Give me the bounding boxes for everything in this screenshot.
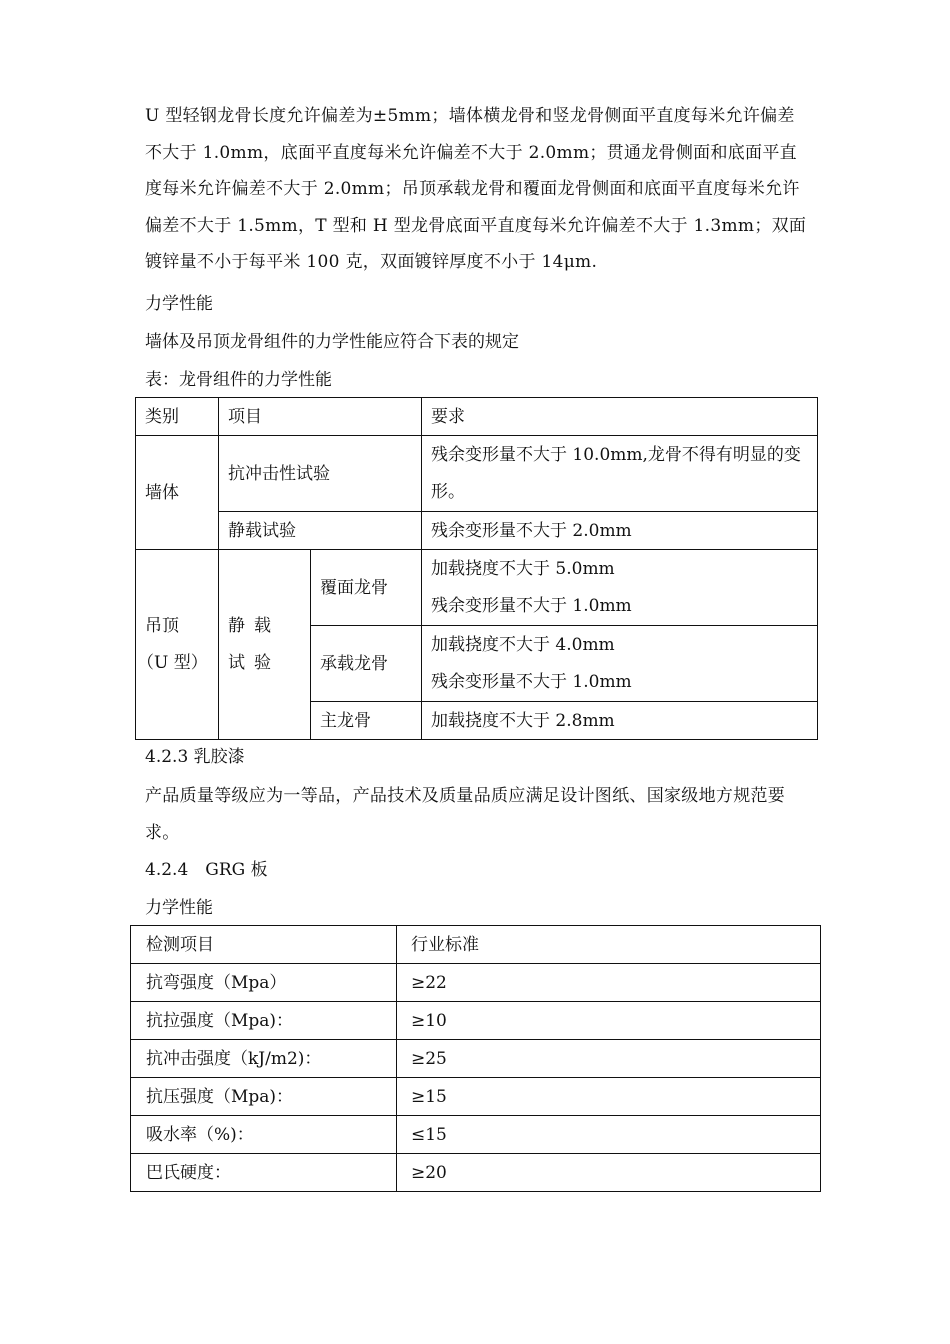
ceiling-sub-cell: 覆面龙骨 (311, 550, 422, 626)
heading-mechanical-properties: 力学性能 (145, 294, 213, 314)
section-heading-latex: 4.2.3 乳胶漆 (145, 747, 245, 767)
heading-mechanical-properties-grg: 力学性能 (145, 898, 213, 918)
table-row (131, 1002, 821, 1040)
latex-paragraph: 产品质量等级应为一等品，产品技术及质量品质应满足设计图纸、国家级地方规范要求。 (145, 786, 786, 843)
keel-intro-text: 墙体及吊顶龙骨组件的力学性能应符合下表的规定 (145, 332, 519, 352)
header-category: 类别 (136, 398, 219, 436)
requirement-line: 加载挠度不大于 5.0mm (431, 558, 615, 579)
requirement-line: 加载挠度不大于 4.0mm (431, 634, 615, 655)
standard-value-cell: ≥25 (397, 1040, 821, 1078)
test-item-cell: 巴氏硬度： (131, 1154, 397, 1192)
grg-mechanical-table (130, 925, 821, 1192)
header-requirement: 要求 (422, 398, 818, 436)
table-row (131, 1040, 821, 1078)
ceiling-item-cell: 静载试验 (219, 550, 311, 740)
header-item: 项目 (219, 398, 422, 436)
table-row (136, 550, 818, 626)
table-row (136, 436, 818, 512)
table-row (131, 1116, 821, 1154)
static-requirement-cell: 残余变形量不大于 2.0mm (422, 512, 818, 550)
static-test-cell: 静载试验 (219, 512, 422, 550)
intro-paragraph: U 型轻钢龙骨长度允许偏差为±5mm；墙体横龙骨和竖龙骨侧面平直度每米允许偏差不大于 1.0mm，底面平直度每米允许偏差不大于 2.0mm；贯通龙骨侧面和底面平直度每米允许偏差不大于 2.0mm；吊顶承载龙骨和覆面龙骨侧面和底面平直度每米允许偏差不大于 1.5mm，T 型和 H 型龙骨底面平直度每米允许偏差不大于 1.3mm；双面镀锌量不小于每平米 100 克，双面镀锌厚度不小于 14μm. (145, 106, 807, 272)
wall-category-cell: 墙体 (136, 436, 219, 550)
impact-requirement-cell: 残余变形量不大于 10.0mm,龙骨不得有明显的变形。 (422, 436, 818, 512)
requirement-line: 残余变形量不大于 1.0mm (431, 671, 632, 692)
standard-value-cell: ≥20 (397, 1154, 821, 1192)
section-heading-grg: 4.2.4 GRG 板 (145, 860, 268, 880)
standard-value-cell: ≥15 (397, 1078, 821, 1116)
standard-value-cell: ≥10 (397, 1002, 821, 1040)
ceiling-sub-cell: 主龙骨 (311, 702, 422, 740)
standard-value-cell: ≤15 (397, 1116, 821, 1154)
keel-mechanical-table (135, 397, 818, 740)
test-item-cell: 抗弯强度（Mpa） (131, 964, 397, 1002)
ceiling-requirement-cell (422, 626, 818, 702)
table-row (131, 964, 821, 1002)
table-header-row (136, 398, 818, 436)
ceiling-category-line1: 吊顶 (145, 615, 179, 636)
table-header-row (131, 926, 821, 964)
test-item-cell: 抗压强度（Mpa)： (131, 1078, 397, 1116)
header-industry-standard: 行业标准 (397, 926, 821, 964)
test-item-cell: 抗拉强度（Mpa)： (131, 1002, 397, 1040)
table-row (136, 512, 818, 550)
ceiling-requirement-cell (422, 550, 818, 626)
ceiling-category-cell (136, 550, 219, 740)
header-test-item: 检测项目 (131, 926, 397, 964)
table-row (131, 1154, 821, 1192)
keel-table-caption: 表：龙骨组件的力学性能 (145, 370, 332, 390)
ceiling-category-line2: （U 型） (137, 652, 208, 673)
test-item-cell: 抗冲击强度（kJ/m2)： (131, 1040, 397, 1078)
table-row (131, 1078, 821, 1116)
ceiling-requirement-cell: 加载挠度不大于 2.8mm (422, 702, 818, 740)
test-item-cell: 吸水率（%)： (131, 1116, 397, 1154)
impact-test-cell: 抗冲击性试验 (219, 436, 422, 512)
standard-value-cell: ≥22 (397, 964, 821, 1002)
ceiling-sub-cell: 承载龙骨 (311, 626, 422, 702)
requirement-line: 残余变形量不大于 1.0mm (431, 595, 632, 616)
